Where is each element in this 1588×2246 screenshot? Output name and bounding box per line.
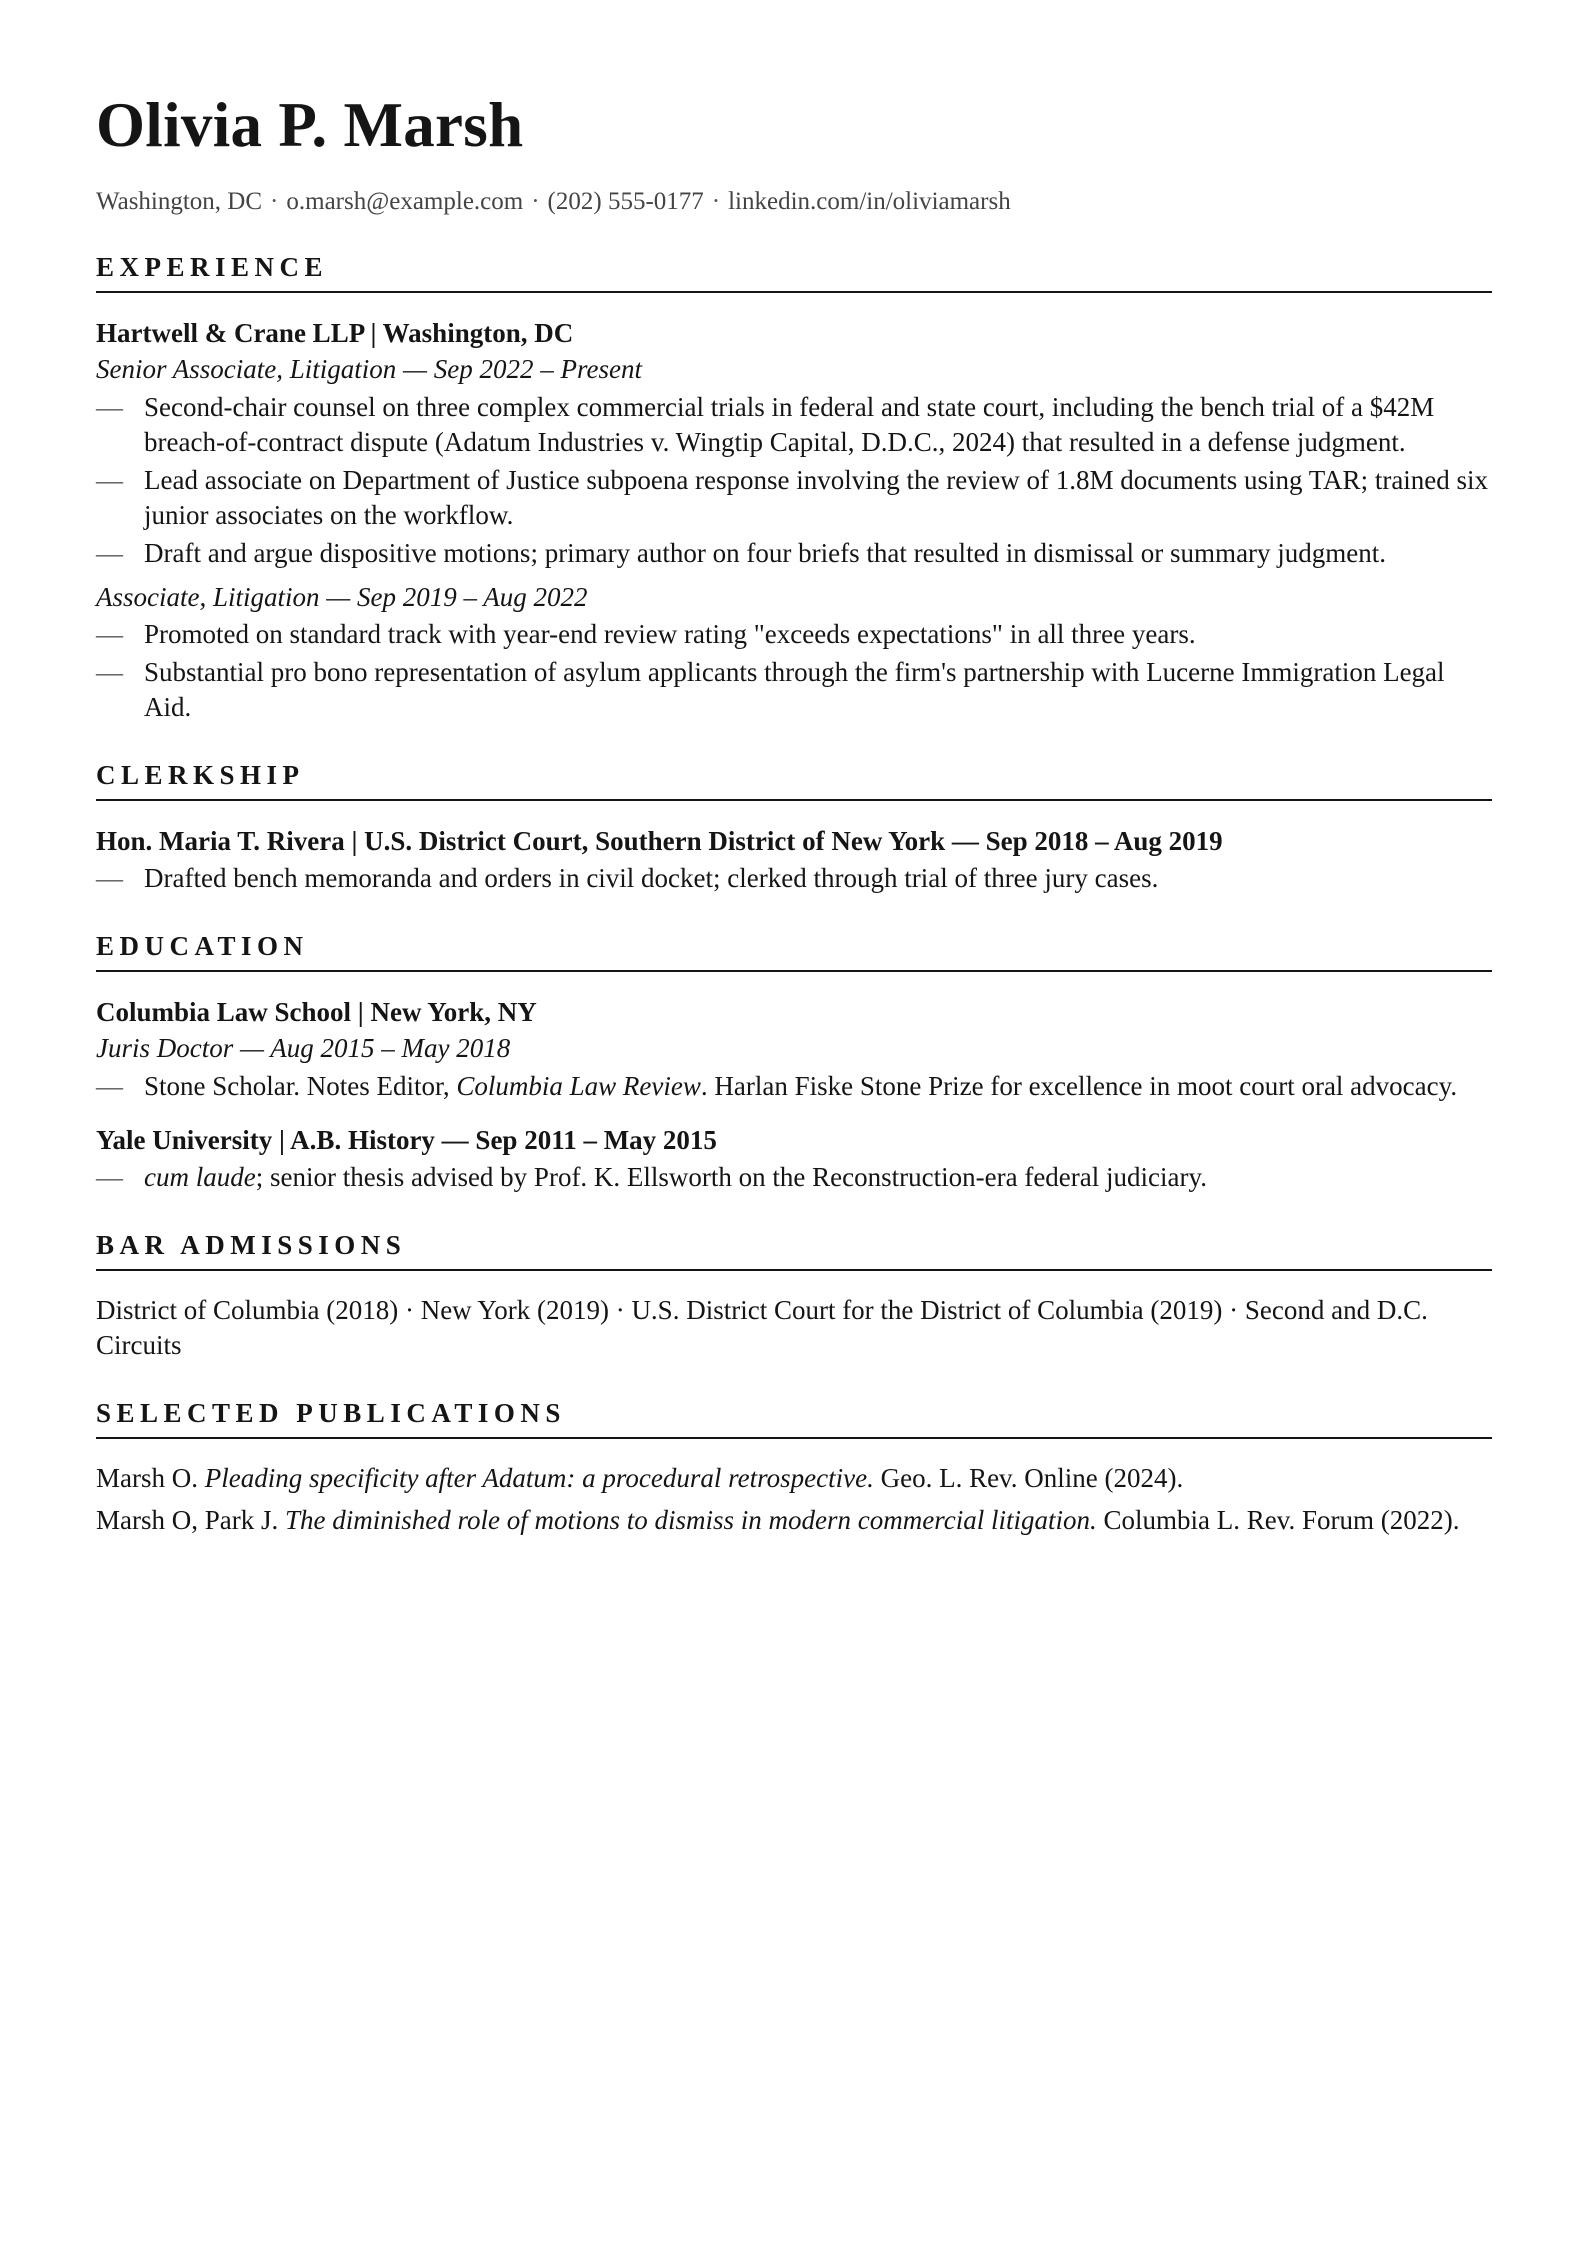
bullet-text: Promoted on standard track with year-end review rating "exceeds expectations" in all three years. xyxy=(144,619,1196,649)
bullet-text: Lead associate on Department of Justice subpoena response involving the review of 1.8M documents using TAR; trained six junior associates on the workflow. xyxy=(144,464,1489,530)
bar-admissions-text: District of Columbia (2018) · New York (2019) · U.S. District Court for the District of Columbia (2019) · Second and D.C. Circuits xyxy=(96,1294,1428,1360)
education-bullets xyxy=(96,1160,1492,1195)
bar-admissions-section xyxy=(96,1231,1492,1363)
employer-heading: Hartwell & Crane LLP | Washington, DC xyxy=(96,317,574,348)
section-title-experience: EXPERIENCE xyxy=(96,253,1492,293)
contact-line xyxy=(96,187,1492,217)
education-entry-columbia xyxy=(96,994,1492,1104)
dash-bullet-icon: — xyxy=(96,657,123,687)
contact-separator: · xyxy=(531,188,540,215)
section-title-bar-admissions: BAR ADMISSIONS xyxy=(96,1231,1492,1271)
role-bullets xyxy=(96,617,1492,725)
bullet-text-part: ; senior thesis advised by Prof. K. Ellsworth on the Reconstruction-era federal judiciary. xyxy=(255,1162,1207,1193)
bullet-item xyxy=(96,655,1492,725)
journal-name: Columbia Law Review xyxy=(456,1070,701,1101)
contact-email[interactable]: o.marsh@example.com xyxy=(286,188,524,215)
publication-authors: Marsh O. xyxy=(96,1462,205,1493)
bullet-text: Second-chair counsel on three complex commercial trials in federal and state court, including the bench trial of a $42M breach-of-contract dispute (Adatum Industries v. Wingtip Capital, D.D.C., 2024) that resulted in a defense judgment. xyxy=(144,391,1435,457)
publication-venue: Columbia L. Rev. Forum (2022). xyxy=(1096,1504,1460,1535)
publication-item xyxy=(96,1461,1492,1495)
section-title-publications: SELECTED PUBLICATIONS xyxy=(96,1399,1492,1439)
publications-section xyxy=(96,1399,1492,1537)
school-heading: Columbia Law School | New York, NY xyxy=(96,996,537,1027)
bullet-text: Draft and argue dispositive motions; primary author on four briefs that resulted in dismissal or summary judgment. xyxy=(144,537,1387,568)
clerkship-heading: Hon. Maria T. Rivera | U.S. District Court, Southern District of New York — Sep 2018 – Aug 2019 xyxy=(96,825,1223,856)
experience-section xyxy=(96,253,1492,725)
publication-authors: Marsh O, Park J. xyxy=(96,1504,285,1535)
bullet-item xyxy=(96,617,1492,652)
dash-bullet-icon: — xyxy=(96,391,123,422)
dash-bullet-icon: — xyxy=(96,1070,123,1101)
publication-item xyxy=(96,1503,1492,1537)
dash-bullet-icon: — xyxy=(96,537,123,568)
role-title: Associate, Litigation — Sep 2019 – Aug 2022 xyxy=(96,581,588,612)
bullet-text-part: Stone Scholar. Notes Editor, xyxy=(144,1070,457,1101)
bullet-text: Drafted bench memoranda and orders in civil docket; clerked through trial of three jury cases. xyxy=(144,863,1159,894)
education-section xyxy=(96,932,1492,1195)
bullet-text-part: . Harlan Fiske Stone Prize for excellence in moot court oral advocacy. xyxy=(700,1070,1458,1101)
bullet-item xyxy=(96,463,1492,533)
bullet-item xyxy=(96,1160,1492,1195)
dash-bullet-icon: — xyxy=(96,619,123,649)
degree-line: Juris Doctor — Aug 2015 – May 2018 xyxy=(96,1033,511,1064)
section-title-education: EDUCATION xyxy=(96,932,1492,972)
honor-text: cum laude xyxy=(144,1162,256,1193)
publication-title: Pleading specificity after Adatum: a procedural retrospective. xyxy=(204,1462,874,1493)
bullet-text: Substantial pro bono representation of asylum applicants through the firm's partnership with Lucerne Immigration Legal Aid. xyxy=(144,657,1445,722)
publication-venue: Geo. L. Rev. Online (2024). xyxy=(873,1462,1184,1493)
school-heading: Yale University | A.B. History — Sep 2011 – May 2015 xyxy=(96,1124,717,1155)
bullet-item xyxy=(96,536,1492,571)
publication-title: The diminished role of motions to dismiss in modern commercial litigation. xyxy=(285,1504,1097,1535)
candidate-name: Olivia P. Marsh xyxy=(96,90,524,160)
contact-linkedin[interactable]: linkedin.com/in/oliviamarsh xyxy=(728,188,1011,215)
contact-separator: · xyxy=(270,188,279,215)
role-bullets xyxy=(96,390,1492,571)
contact-location: Washington, DC xyxy=(96,188,263,215)
contact-separator: · xyxy=(711,188,721,215)
education-bullets xyxy=(96,1069,1492,1104)
clerkship-section xyxy=(96,761,1492,896)
clerkship-bullets xyxy=(96,861,1492,896)
bullet-item xyxy=(96,861,1492,896)
contact-phone: (202) 555-0177 xyxy=(547,188,704,215)
bullet-item xyxy=(96,390,1492,460)
role-title: Senior Associate, Litigation — Sep 2022 – Present xyxy=(96,354,642,385)
dash-bullet-icon: — xyxy=(96,863,123,894)
dash-bullet-icon: — xyxy=(96,1162,123,1193)
education-entry-yale xyxy=(96,1122,1492,1195)
dash-bullet-icon: — xyxy=(96,464,123,495)
bullet-item xyxy=(96,1069,1492,1104)
section-title-clerkship: CLERKSHIP xyxy=(96,761,1492,801)
